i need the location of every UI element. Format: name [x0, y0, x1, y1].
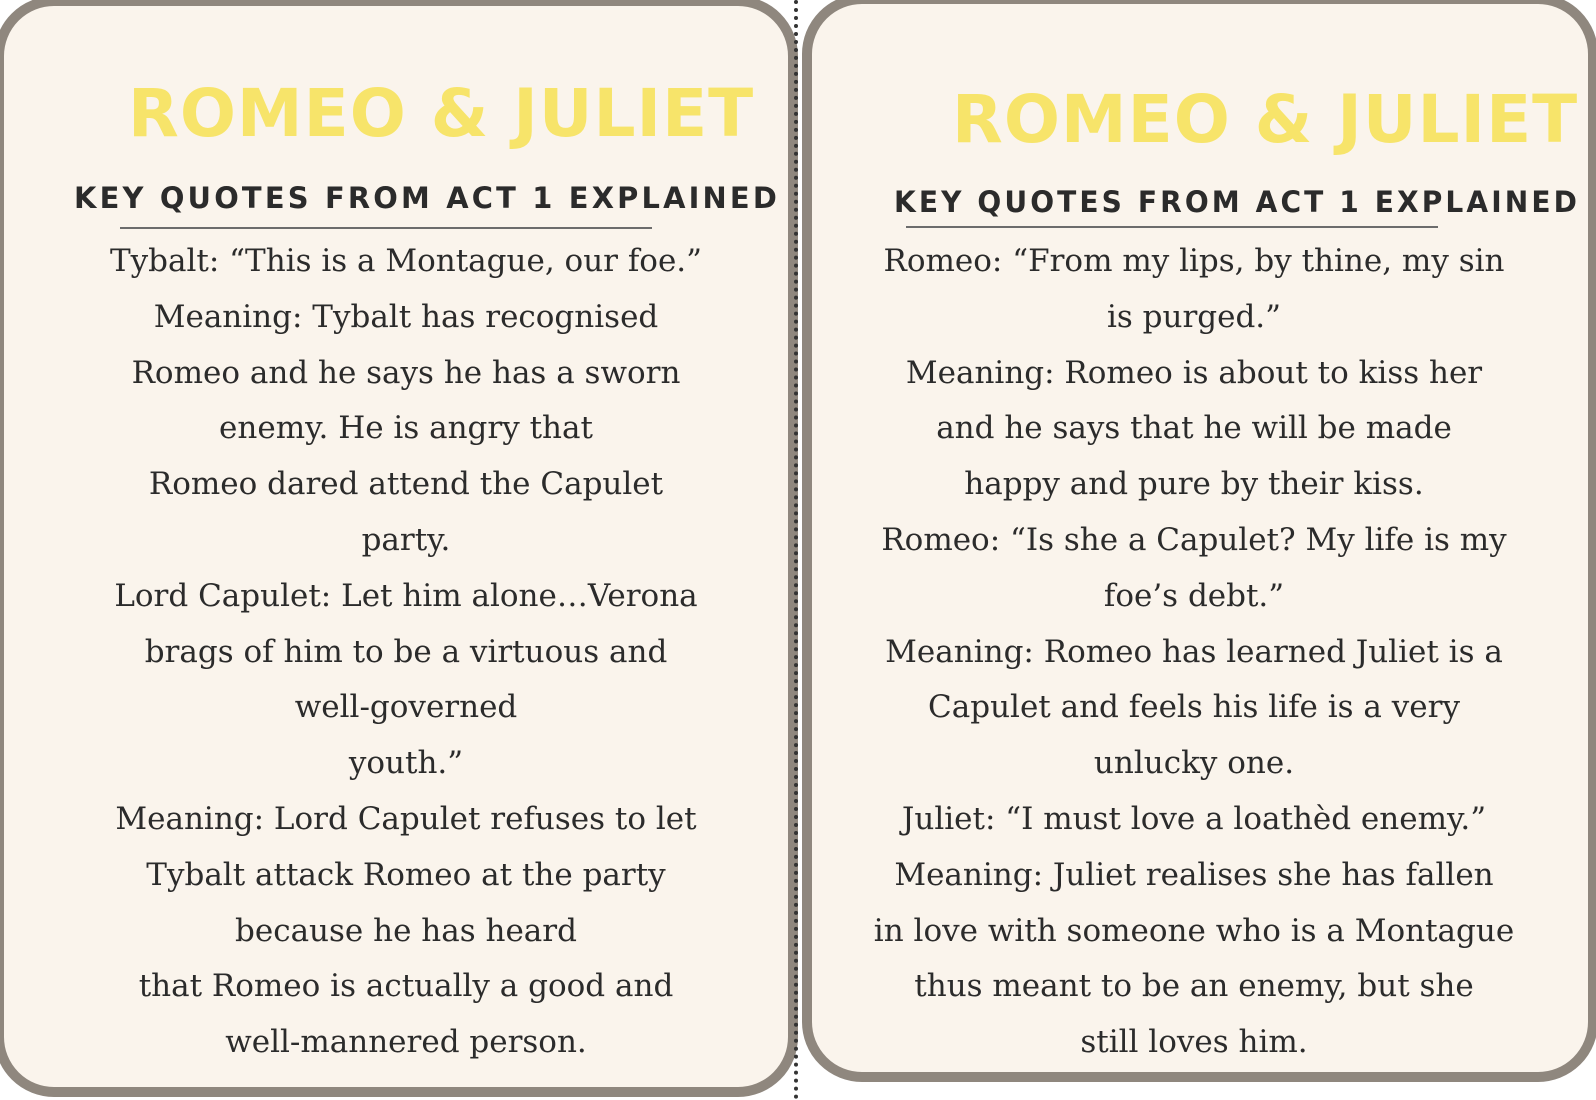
title-divider-rule: [906, 226, 1438, 228]
quote-line: and he says that he will be made: [936, 410, 1452, 447]
right-quote-card: [802, 0, 1596, 1082]
quote-line: because he has heard: [235, 912, 577, 949]
quote-line: Meaning: Tybalt has recognised: [153, 298, 659, 335]
quote-line: that Romeo is actually a good and: [138, 968, 674, 1005]
card-subtitle: KEY QUOTES FROM ACT 1 EXPLAINED: [894, 185, 1580, 219]
quote-line: is purged.”: [1106, 298, 1282, 335]
quote-line: Romeo: “Is she a Capulet? My life is my: [881, 521, 1507, 558]
title-divider-rule: [120, 227, 652, 229]
quote-line: Meaning: Juliet realises she has fallen: [894, 856, 1494, 893]
dotted-cut-line: [794, 0, 798, 1100]
quote-line: Romeo: “From my lips, by thine, my sin: [883, 243, 1505, 279]
quote-line: happy and pure by their kiss.: [964, 466, 1424, 503]
quote-line: brags of him to be a virtuous and: [144, 633, 668, 670]
card-subtitle: KEY QUOTES FROM ACT 1 EXPLAINED: [74, 181, 780, 215]
quote-line: Tybalt attack Romeo at the party: [146, 856, 666, 893]
quote-line: foe’s debt.”: [1103, 577, 1285, 614]
quote-line: Meaning: Romeo is about to kiss her: [905, 354, 1483, 391]
quote-line: in love with someone who is a Montague: [873, 912, 1515, 949]
card-title: ROMEO & JULIET: [952, 81, 1579, 158]
quote-line: Romeo dared attend the Capulet: [148, 466, 664, 503]
quote-line: Capulet and feels his life is a very: [928, 689, 1460, 726]
quote-line: Juliet: “I must love a loathèd enemy.”: [901, 800, 1487, 837]
quotes-body: [4, 234, 798, 1071]
quote-line: party.: [361, 521, 451, 558]
left-quote-card: [0, 0, 798, 1097]
quote-line: well-mannered person.: [225, 1024, 587, 1061]
quotes-body: [802, 234, 1592, 1071]
quote-line: Lord Capulet: Let him alone…Verona: [114, 577, 698, 614]
quote-line: Meaning: Lord Capulet refuses to let: [115, 800, 697, 837]
quote-line: thus meant to be an enemy, but she: [914, 968, 1474, 1005]
quote-line: Romeo and he says he has a sworn: [131, 354, 681, 391]
card-title: ROMEO & JULIET: [128, 75, 755, 152]
quote-line: youth.”: [348, 745, 464, 782]
quote-line: unlucky one.: [1093, 745, 1295, 782]
quote-line: still loves him.: [1080, 1024, 1308, 1061]
quote-line: well-governed: [294, 689, 518, 726]
quote-line: Tybalt: “This is a Montague, our foe.”: [109, 243, 703, 279]
quote-line: enemy. He is angry that: [219, 410, 593, 447]
quote-line: Meaning: Romeo has learned Juliet is a: [885, 633, 1503, 670]
